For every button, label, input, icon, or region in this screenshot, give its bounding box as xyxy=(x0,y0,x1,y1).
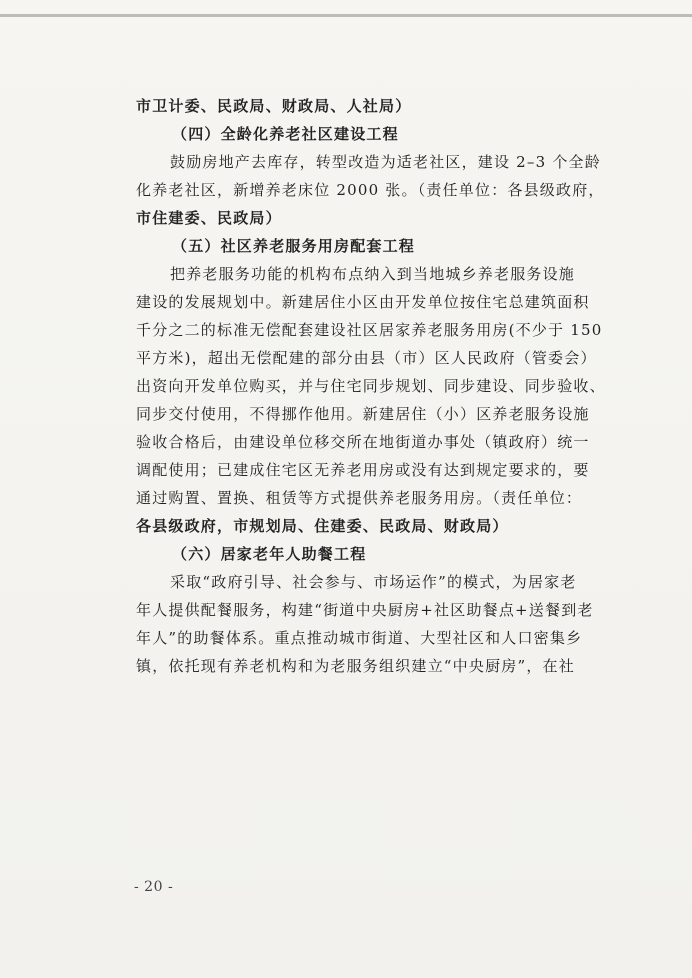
text-line-5: 市住建委、民政局） xyxy=(136,209,282,227)
text-line-4: 化养老社区，新增养老床位 2000 张。（责任单位：各县级政府， xyxy=(136,181,605,199)
text-line-20: 年人”的助餐体系。重点推动城市街道、大型社区和人口密集乡 xyxy=(136,629,583,647)
text-line-18: 采取“政府引导、社会参与、市场运作”的模式，为居家老 xyxy=(170,573,577,591)
text-line-13: 验收合格后，由建设单位移交所在地街道办事处（镇政府）统一 xyxy=(136,433,590,451)
text-line-11: 出资向开发单位购买，并与住宅同步规划、同步建设、同步验收、 xyxy=(136,377,606,395)
section-heading-5: （五）社区养老服务用房配套工程 xyxy=(172,237,416,255)
page-number: - 20 - xyxy=(134,879,174,895)
text-line-8: 建设的发展规划中。新建居住小区由开发单位按住宅总建筑面积 xyxy=(136,293,590,311)
text-line-16: 各县级政府，市规划局、住建委、民政局、财政局） xyxy=(136,517,509,535)
text-line-12: 同步交付使用，不得挪作他用。新建居住（小）区养老服务设施 xyxy=(136,405,590,423)
text-line-21: 镇，依托现有养老机构和为老服务组织建立“中央厨房”，在社 xyxy=(136,657,575,675)
text-line-7: 把养老服务功能的机构布点纳入到当地城乡养老服务设施 xyxy=(170,265,576,283)
document-body xyxy=(136,92,636,680)
text-line-9: 千分之二的标准无偿配套建设社区居家养老服务用房(不少于 150 xyxy=(136,321,603,339)
text-line-1: 市卫计委、民政局、财政局、人社局） xyxy=(136,97,412,115)
section-heading-4: （四）全龄化养老社区建设工程 xyxy=(172,125,399,143)
text-line-10: 平方米)，超出无偿配建的部分由县（市）区人民政府（管委会） xyxy=(136,349,597,367)
page-top-edge xyxy=(0,14,692,17)
text-line-3: 鼓励房地产去库存，转型改造为适老社区，建设 2–3 个全龄 xyxy=(170,153,601,171)
text-line-19: 年人提供配餐服务，构建“街道中央厨房+社区助餐点+送餐到老 xyxy=(136,601,594,619)
text-line-14: 调配使用；已建成住宅区无养老用房或没有达到规定要求的，要 xyxy=(136,461,590,479)
section-heading-6: （六）居家老年人助餐工程 xyxy=(172,545,367,563)
text-line-15: 通过购置、置换、租赁等方式提供养老服务用房。（责任单位： xyxy=(136,489,583,507)
